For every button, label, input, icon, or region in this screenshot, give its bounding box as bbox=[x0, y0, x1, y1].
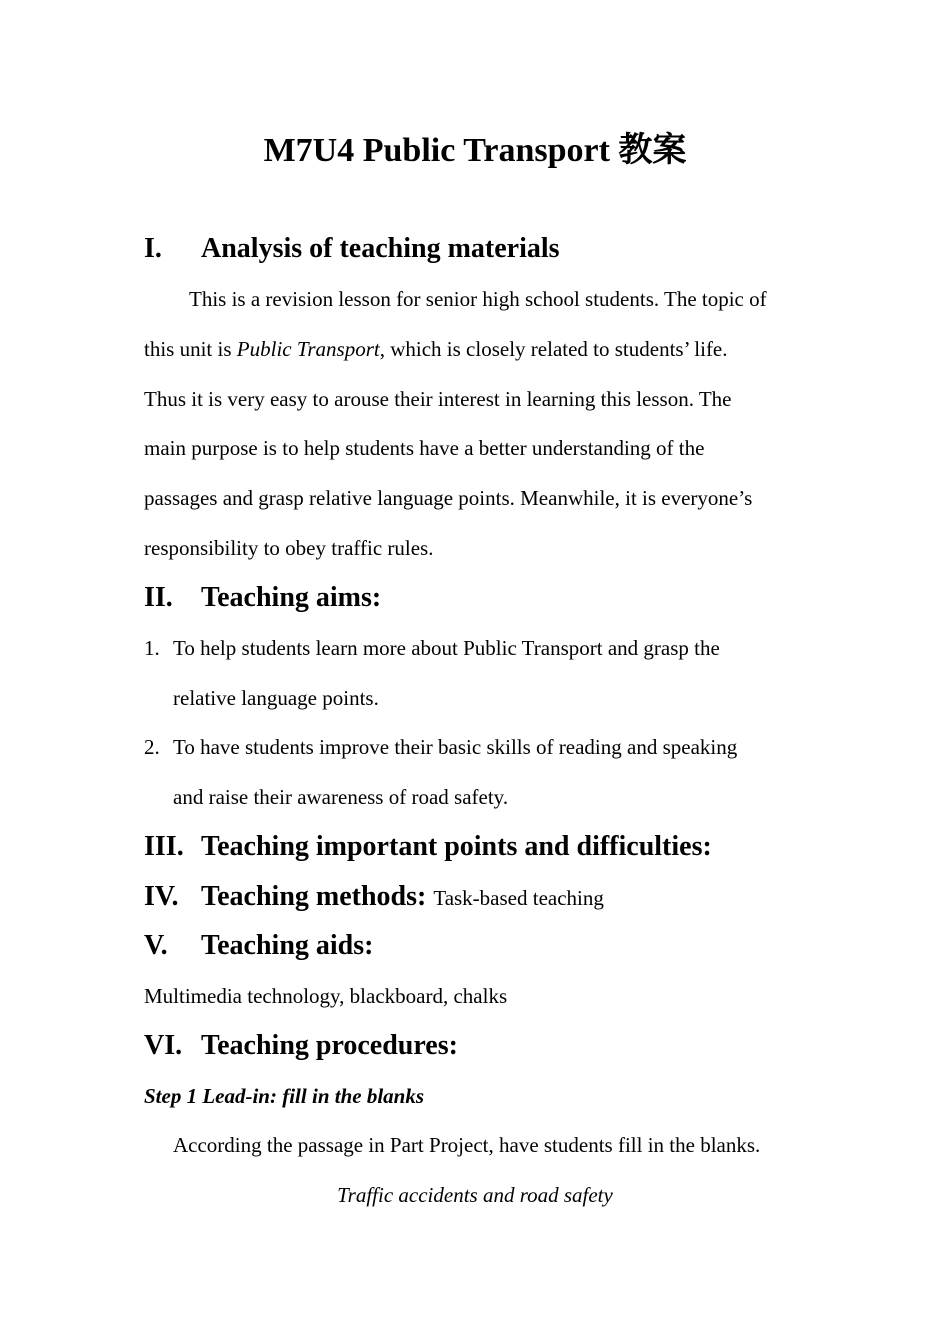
section-number: I. bbox=[144, 233, 162, 264]
step-instruction: According the passage in Part Project, have students fill in the blanks. bbox=[173, 1133, 761, 1157]
passage-title: Traffic accidents and road safety bbox=[337, 1183, 613, 1207]
section-title: Teaching important points and difficulties: bbox=[201, 831, 712, 862]
section-number: II. bbox=[144, 582, 173, 613]
aim-text: relative language points. bbox=[173, 686, 379, 710]
section-title: Teaching procedures: bbox=[201, 1030, 458, 1061]
section-number: IV. bbox=[144, 881, 179, 912]
section-number: III. bbox=[144, 831, 184, 862]
paragraph-line: passages and grasp relative language points. Meanwhile, it is everyone’s bbox=[144, 486, 753, 510]
aim-text: and raise their awareness of road safety. bbox=[173, 785, 509, 809]
methods-value: Task-based teaching bbox=[433, 886, 604, 910]
aids-text: Multimedia technology, blackboard, chalks bbox=[144, 984, 508, 1008]
paragraph-line: This is a revision lesson for senior high school students. The topic of bbox=[189, 287, 767, 311]
section-number: V. bbox=[144, 930, 168, 961]
section-title: Analysis of teaching materials bbox=[201, 233, 560, 264]
text-run: this unit is bbox=[144, 337, 237, 361]
text-run: , which is closely related to students’ life. bbox=[379, 337, 728, 361]
aim-text: To have students improve their basic skills of reading and speaking bbox=[173, 735, 738, 759]
paragraph-line bbox=[144, 334, 728, 364]
section-number: VI. bbox=[144, 1030, 183, 1061]
aim-text: To help students learn more about Public Transport and grasp the bbox=[173, 636, 720, 660]
paragraph-line: main purpose is to help students have a better understanding of the bbox=[144, 436, 705, 460]
step-label: Step 1 Lead-in: fill in the blanks bbox=[144, 1084, 425, 1108]
aim-number: 1. bbox=[144, 636, 160, 660]
section-title: Teaching methods: bbox=[201, 881, 427, 912]
paragraph-line: Thus it is very easy to arouse their interest in learning this lesson. The bbox=[144, 387, 732, 411]
section-title-with-text bbox=[201, 879, 604, 916]
section-title: Teaching aids: bbox=[201, 930, 374, 961]
aim-number: 2. bbox=[144, 735, 160, 759]
document-title: M7U4 Public Transport 教案 bbox=[263, 132, 687, 169]
italic-topic: Public Transport bbox=[236, 337, 380, 361]
paragraph-line: responsibility to obey traffic rules. bbox=[144, 536, 434, 560]
section-title: Teaching aims: bbox=[201, 582, 382, 613]
